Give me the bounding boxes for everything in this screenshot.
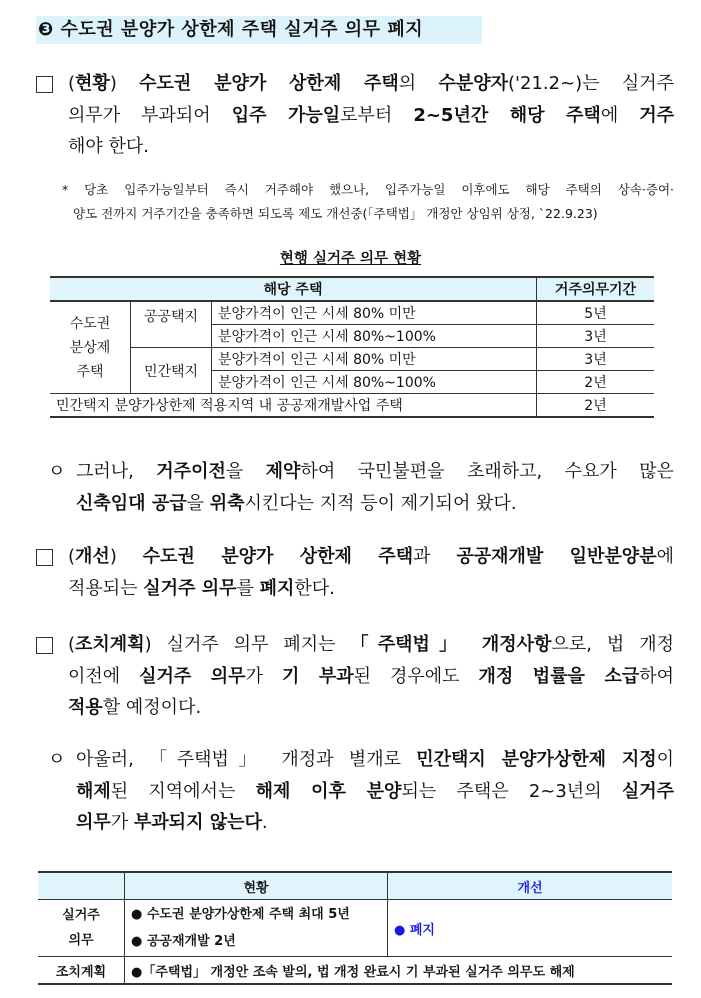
body-text: 과 bbox=[413, 546, 457, 567]
header-current: 현황 bbox=[125, 872, 388, 900]
paragraph bbox=[76, 456, 674, 519]
body-text: ( bbox=[68, 73, 76, 94]
table-row bbox=[50, 394, 654, 418]
body-text: 시킨다는 지적 등이 제기되어 왔다. bbox=[244, 492, 517, 514]
checkbox-bullet-icon bbox=[36, 76, 53, 93]
body-text: 의무가 부과되어 bbox=[68, 104, 232, 126]
body-text: 을 bbox=[225, 461, 266, 482]
emphasis-text: 「주택법」 개정사항 bbox=[350, 634, 552, 655]
body-text: 할 예정이다. bbox=[102, 697, 202, 718]
header-housing: 해당 주택 bbox=[50, 277, 537, 301]
residence-obligation-table bbox=[50, 276, 654, 418]
body-text: 그러나, bbox=[76, 461, 157, 482]
action-plan-cell: ●「주택법」 개정안 조속 발의, 법 개정 완료시 기 부과된 실거주 의무도 해제 bbox=[125, 957, 673, 985]
body-text: ( bbox=[68, 546, 76, 567]
table-row bbox=[38, 900, 672, 957]
emphasis-text: 수분양자 bbox=[438, 73, 509, 94]
emphasis-text: 거주이전 bbox=[156, 461, 226, 482]
paragraph-line bbox=[68, 692, 674, 724]
body-text: 하여 국민불편을 초래하고, 수요가 많은 bbox=[300, 461, 674, 482]
row-label bbox=[38, 900, 125, 957]
emphasis-text: 수도권 분양가 상한제 주택 bbox=[139, 73, 399, 94]
emphasis-text: 실거주 bbox=[621, 780, 674, 802]
body-text: 이 bbox=[656, 749, 674, 770]
body-text: 하여 bbox=[639, 665, 674, 687]
checkbox-bullet-icon bbox=[36, 637, 53, 654]
emphasis-text: 조치계획 bbox=[75, 634, 145, 655]
body-text: 에 bbox=[600, 104, 640, 126]
paragraph-line bbox=[76, 776, 674, 808]
table-header-row bbox=[38, 872, 672, 900]
body-text: 아울러, 「주택법」 개정과 별개로 bbox=[76, 749, 417, 770]
body-text: . bbox=[261, 812, 268, 833]
paragraph bbox=[68, 541, 674, 604]
emphasis-text: 현황 bbox=[75, 73, 110, 94]
current-cell bbox=[125, 900, 388, 957]
paragraph-line bbox=[68, 68, 674, 100]
row-label: 조치계획 bbox=[38, 957, 125, 985]
emphasis-text: 위축 bbox=[209, 492, 245, 514]
body-text: ) 실거주 의무 폐지는 bbox=[144, 634, 351, 655]
emphasis-text: 민간택지 분양가상한제 지정 bbox=[416, 749, 657, 770]
body-text: 이전에 bbox=[68, 665, 140, 687]
emphasis-text: 부과되지 않는다 bbox=[133, 812, 262, 833]
group-line: 주택 bbox=[76, 363, 104, 380]
emphasis-text: 2~5년간 해당 주택 bbox=[413, 104, 601, 126]
group-line: 분상제 bbox=[69, 339, 111, 356]
paragraph-line bbox=[76, 744, 674, 776]
checkbox-bullet-icon bbox=[36, 549, 53, 566]
label-line: 실거주 bbox=[62, 908, 100, 923]
row-period: 2년 bbox=[537, 394, 655, 418]
emphasis-text: 기 부과 bbox=[281, 665, 354, 687]
emphasis-text: 신축임대 공급 bbox=[76, 492, 187, 514]
emphasis-text: 공공재개발 일반분양분 bbox=[456, 546, 657, 567]
emphasis-text: 제약 bbox=[265, 461, 301, 482]
paragraph-line bbox=[68, 629, 674, 661]
body-text: ) bbox=[109, 546, 143, 567]
emphasis-text: 수도권 분양가 상한제 주택 bbox=[142, 546, 414, 567]
emphasis-text: 해제 이후 분양 bbox=[255, 780, 402, 802]
body-text: 된 경우에도 bbox=[353, 665, 479, 687]
emphasis-text: 실거주 의무 bbox=[143, 577, 237, 599]
paragraph-line bbox=[76, 456, 674, 488]
row-desc: 분양가격이 인근 시세 80% 미만 bbox=[212, 348, 537, 371]
paragraph-line bbox=[68, 661, 674, 693]
paragraph-line bbox=[76, 488, 674, 520]
footnote bbox=[62, 178, 674, 226]
label-line: 의무 bbox=[68, 933, 94, 948]
emphasis-text: 적용 bbox=[68, 697, 103, 718]
paragraph bbox=[76, 744, 674, 839]
body-text: 로부터 bbox=[340, 104, 414, 126]
paragraph bbox=[68, 629, 674, 724]
sub-private-land: 민간택지 bbox=[131, 348, 212, 394]
table-header-row bbox=[50, 277, 654, 301]
section-title: ❸ 수도권 분양가 상한제 주택 실거주 의무 폐지 bbox=[36, 16, 482, 44]
emphasis-text: 개정 법률을 소급 bbox=[478, 665, 640, 687]
row-period: 5년 bbox=[537, 301, 655, 325]
body-text: 적용되는 bbox=[68, 577, 144, 599]
emphasis-text: 실거주 의무 bbox=[139, 665, 246, 687]
table-row bbox=[38, 957, 672, 985]
paragraph-line bbox=[68, 100, 674, 132]
emphasis-text: 해제 bbox=[76, 780, 111, 802]
emphasis-text: 입주 가능일 bbox=[231, 104, 341, 126]
body-text: 를 bbox=[236, 577, 260, 599]
body-text: ) bbox=[109, 73, 140, 94]
row-desc: 분양가격이 인근 시세 80% 미만 bbox=[212, 301, 537, 325]
emphasis-text: 개선 bbox=[75, 546, 110, 567]
row-period: 3년 bbox=[537, 348, 655, 371]
body-text: 에 bbox=[656, 546, 674, 567]
circle-bullet-icon: ㅇ bbox=[48, 749, 66, 770]
paragraph-line bbox=[68, 573, 674, 605]
emphasis-text: 의무 bbox=[76, 812, 111, 833]
body-text: 된 지역에서는 bbox=[110, 780, 256, 802]
table-title: 현행 실거주 의무 현황 bbox=[279, 251, 422, 267]
body-text: ('21.2~)는 실거주 bbox=[508, 73, 674, 94]
group-cell bbox=[50, 301, 131, 394]
body-text: 을 bbox=[186, 492, 210, 514]
body-text: ( bbox=[68, 634, 76, 655]
table-row bbox=[50, 301, 654, 325]
body-text: 가 bbox=[110, 812, 134, 833]
paragraph-line bbox=[68, 131, 674, 163]
header-improvement: 개선 bbox=[388, 872, 673, 900]
emphasis-text: 폐지 bbox=[259, 577, 295, 599]
body-text: 의 bbox=[398, 73, 439, 94]
footnote-line: 양도 전까지 거주기간을 충족하면 되도록 제도 개선중(「주택법」 개정안 상임위 상정, `22.9.23) bbox=[73, 206, 598, 221]
row-period: 2년 bbox=[537, 371, 655, 394]
row-desc: 분양가격이 인근 시세 80%~100% bbox=[212, 325, 537, 348]
body-text: 으로, 법 개정 bbox=[551, 634, 675, 655]
body-text: 되는 주택은 2~3년의 bbox=[401, 780, 622, 802]
paragraph bbox=[68, 68, 674, 163]
summary-table bbox=[38, 871, 672, 985]
header-period: 거주의무기간 bbox=[537, 277, 655, 301]
row-period: 3년 bbox=[537, 325, 655, 348]
row-desc: 분양가격이 인근 시세 80%~100% bbox=[212, 371, 537, 394]
body-text: 한다. bbox=[294, 577, 335, 599]
improvement-cell: ● 폐지 bbox=[388, 900, 673, 957]
table-row bbox=[50, 348, 654, 371]
sub-public-land: 공공택지 bbox=[131, 301, 212, 348]
body-text: 가 bbox=[245, 665, 282, 687]
group-line: 수도권 bbox=[69, 315, 111, 332]
emphasis-text: 거주 bbox=[639, 104, 674, 126]
row-desc: 민간택지 분양가상한제 적용지역 내 공공재개발사업 주택 bbox=[50, 394, 537, 418]
current-item: ● 공공재개발 2년 bbox=[131, 934, 236, 949]
paragraph-line bbox=[68, 541, 674, 573]
footnote-line: * 당초 입주가능일부터 즉시 거주해야 했으나, 입주가능일 이후에도 해당 주택의 상속·증여· bbox=[62, 182, 674, 197]
paragraph-line bbox=[76, 807, 674, 839]
circle-bullet-icon: ㅇ bbox=[48, 461, 66, 482]
current-item: ● 수도권 분양가상한제 주택 최대 5년 bbox=[131, 907, 350, 922]
header-empty bbox=[38, 872, 125, 900]
body-text: 해야 한다. bbox=[68, 136, 149, 157]
